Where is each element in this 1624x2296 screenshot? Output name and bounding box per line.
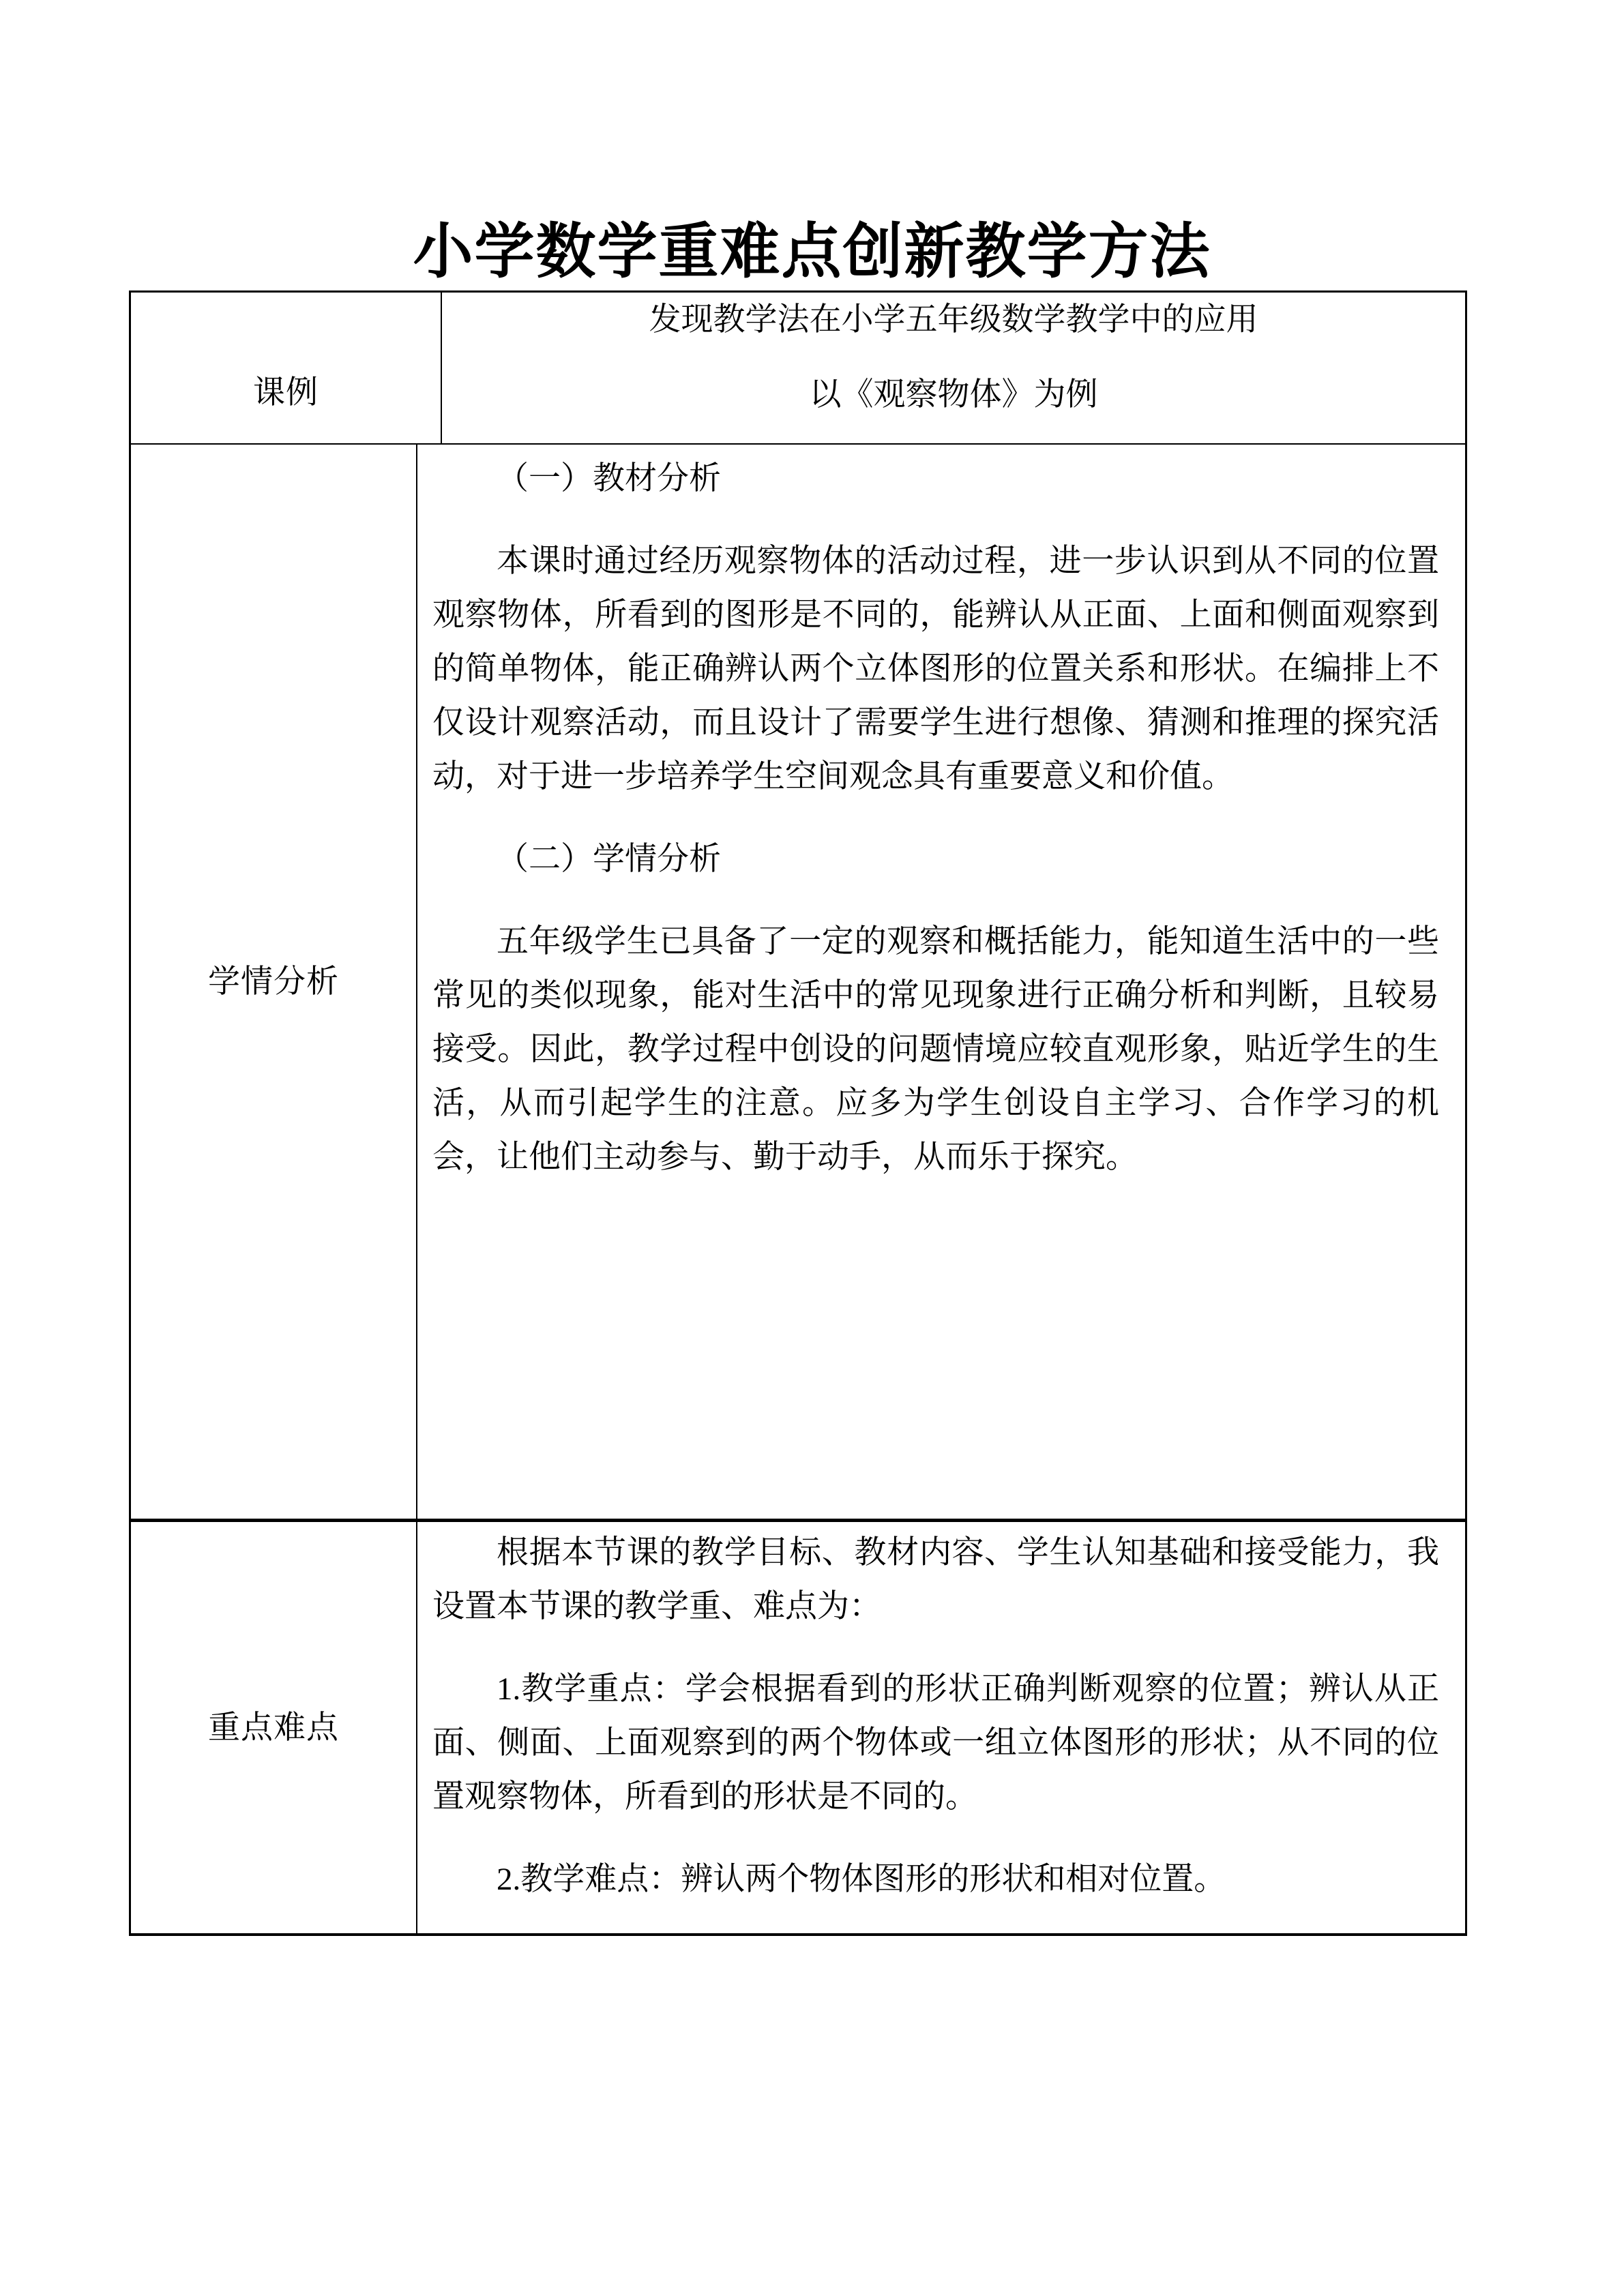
row-label-learner-analysis: 学情分析	[208, 964, 339, 1000]
row-label-cell	[131, 445, 417, 1519]
paragraph-teaching-difficulty: 2.教学难点：辨认两个物体图形的形状和相对位置。	[497, 1862, 1226, 1897]
paragraph-goals-intro: 根据本节课的教学目标、教材内容、学生认知基础和接受能力，我设置本节课的教学重、难点为：	[432, 1535, 1439, 1624]
learner-analysis-content-cell	[417, 445, 1465, 1519]
row-label-course-example: 课例	[253, 374, 319, 411]
row-label-cell	[131, 293, 442, 443]
course-title-line: 发现教学法在小学五年级数学教学中的应用	[649, 302, 1258, 338]
table-row-course-example	[131, 293, 1465, 445]
heading-learner-analysis: （二）学情分析	[497, 841, 721, 877]
course-example-content-cell	[442, 293, 1465, 443]
key-difficulties-content-cell	[417, 1522, 1465, 1933]
row-label-key-difficulties: 重点难点	[208, 1710, 339, 1746]
row-label-cell	[131, 1522, 417, 1933]
paragraph-teaching-key-point: 1.教学重点：学会根据看到的形状正确判断观察的位置；辨认从正面、侧面、上面观察到的两个物体或一组立体图形的形状；从不同的位置观察物体，所看到的形状是不同的。	[432, 1671, 1439, 1815]
paragraph-material-analysis: 本课时通过经历观察物体的活动过程，进一步认识到从不同的位置观察物体，所看到的图形是不同的，能辨认从正面、上面和侧面观察到的简单物体，能正确辨认两个立体图形的位置关系和形状。在编排上不仅设计观察活动，而且设计了需要学生进行想像、猜测和推理的探究活动，对于进一步培养学生空间观念具有重要意义和价值。	[432, 543, 1439, 794]
heading-material-analysis: （一）教材分析	[497, 461, 721, 496]
page-title: 小学数学重难点创新教学方法	[413, 218, 1211, 285]
table-row-key-difficulties	[131, 1522, 1465, 1933]
paragraph-learner-analysis: 五年级学生已具备了一定的观察和概括能力，能知道生活中的一些常见的类似现象，能对生活中的常见现象进行正确分析和判断，且较易接受。因此，教学过程中创设的问题情境应较直观形象，贴近学生的生活，从而引起学生的注意。应多为学生创设自主学习、合作学习的机会，让他们主动参与、勤于动手，从而乐于探究。	[432, 924, 1439, 1175]
table-row-learner-analysis	[131, 445, 1465, 1522]
course-subtitle-line: 以《观察物体》为例	[809, 377, 1098, 413]
lesson-plan-table	[129, 290, 1467, 1936]
